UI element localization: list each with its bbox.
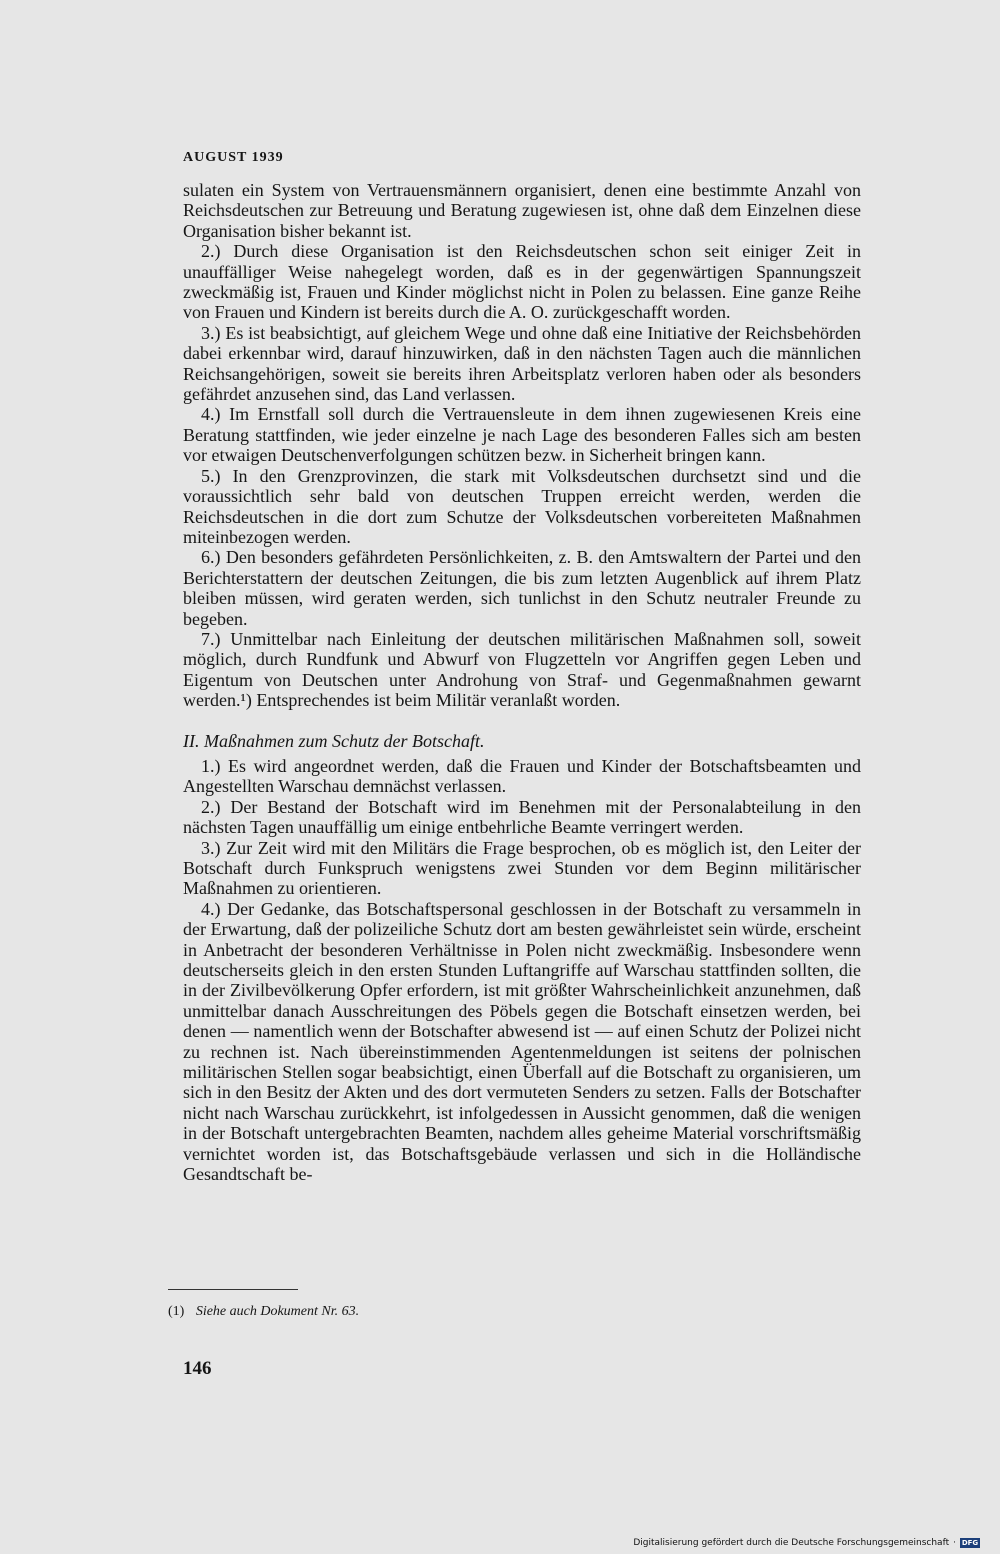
main-text (183, 180, 861, 1185)
digitization-credit (633, 1538, 980, 1548)
page-number: 146 (183, 1358, 212, 1379)
footnote-text: Siehe auch Dokument Nr. 63. (195, 1304, 360, 1319)
paragraph: 4.) Im Ernstfall soll durch die Vertrauensleute in dem ihnen zugewiesenen Kreis eine Beratung stattfinden, wie jeder einzelne je nach Lage des besonderen Falles sich am besten vor etwaigen Deutschenverfolgungen schützen bezw. in Sicherheit bringen kann. (183, 404, 861, 466)
paragraph: sulaten ein System von Vertrauensmännern organisiert, denen eine bestimmte Anzahl von Reichsdeutschen zur Betreuung und Beratung zugewiesen ist, ohne daß dem Einzelnen diese Organisation bisher bekannt ist. (183, 180, 861, 241)
footnote-marker: (1) (168, 1304, 185, 1319)
paragraph: 5.) In den Grenzprovinzen, die stark mit Volksdeutschen durchsetzt sind und die voraussichtlich sehr bald von deutschen Truppen erreicht werden, werden die Reichsdeutschen in die dort zum Schutze der Volksdeutschen vorbereiteten Maßnahmen miteinbezogen werden. (183, 465, 861, 547)
paragraph: 2.) Durch diese Organisation ist den Reichsdeutschen schon seit einiger Zeit in unauffälliger Weise nahegelegt worden, daß es in der gegenwärtigen Spannungszeit zweckmäßig ist, Frauen und Kinder möglichst nicht in Polen zu belassen. Eine ganze Reihe von Frauen und Kindern ist bereits durch die A. O. zurückgeschafft worden. (183, 241, 861, 323)
footnote (168, 1304, 359, 1320)
footnote-divider (168, 1289, 298, 1290)
dfg-logo-icon: DFG (961, 1539, 979, 1547)
paragraph: 6.) Den besonders gefährdeten Persönlichkeiten, z. B. den Amtswaltern der Partei und den Berichterstattern der deutschen Zeitungen, die bis zum letzten Augenblick auf ihrem Platz bleiben müssen, wird geraten werden, sich tunlichst in den Schutz neutraler Freunde zu begeben. (183, 547, 861, 629)
paragraph: 3.) Es ist beabsichtigt, auf gleichem Wege und ohne daß eine Initiative der Reichsbehörden dabei erkennbar wird, darauf hinzuwirken, daß in den nächsten Tagen auch die männlichen Reichsangehörigen, soweit sie bereits ihren Arbeitsplatz verloren haben oder als besonders gefährdet anzusehen sind, das Land verlassen. (183, 322, 861, 405)
credit-text: Digitalisierung gefördert durch die Deutsche Forschungsgemeinschaft (633, 1538, 950, 1548)
separator: · (953, 1538, 956, 1548)
paragraph: 3.) Zur Zeit wird mit den Militärs die Frage besprochen, ob es möglich ist, den Leiter der Botschaft durch Funkspruch wenigstens zwei Stunden vor dem Beginn militärischer Maßnahmen zu orientieren. (183, 837, 861, 899)
paragraph: 2.) Der Bestand der Botschaft wird im Benehmen mit der Personalabteilung in den nächsten Tagen unauffällig um einige entbehrliche Beamte verringert werden. (183, 796, 861, 838)
paragraph: 4.) Der Gedanke, das Botschaftspersonal geschlossen in der Botschaft zu versammeln in der Erwartung, daß der polizeiliche Schutz dort am besten gewährleistet sein würde, erscheint in Anbetracht der besonderen Verhältnisse in Polen nicht zweckmäßig. Insbesondere wenn deutscherseits gleich in den ersten Stunden Luftangriffe auf Warschau stattfinden sollten, die in der Zivilbevölkerung Opfer erfordern, ist mit größter Wahrscheinlichkeit anzunehmen, daß unmittelbar danach Ausschreitungen des Pöbels gegen die Botschaft einsetzen werden, bei denen — namentlich wenn der Botschafter abwesend ist — auf einen Schutz der Polizei nicht zu rechnen ist. Nach übereinstimmenden Agentenmeldungen ist seitens der polnischen militärischen Stellen sogar beabsichtigt, einen Überfall auf die Botschaft zu organisieren, um sich in den Besitz der Akten und des dort vermuteten Senders zu setzen. Falls der Botschafter nicht nach Warschau zurückkehrt, ist infolgedessen in Aussicht genommen, daß die wenigen in der Botschaft untergebrachten Beamten, nachdem alles geheime Material vorschriftsmäßig vernichtet worden ist, das Botschaftsgebäude verlassen und sich in die Holländische Gesandtschaft be- (183, 898, 861, 1185)
paragraph: 1.) Es wird angeordnet werden, daß die Frauen und Kinder der Botschaftsbeamten und Angestellten Warschau demnächst verlassen. (183, 755, 861, 797)
section-heading: II. Maßnahmen zum Schutz der Botschaft. (183, 730, 485, 751)
paragraph: 7.) Unmittelbar nach Einleitung der deutschen militärischen Maßnahmen soll, soweit möglich, durch Rundfunk und Abwurf von Flugzetteln vor Angriffen gegen Leben und Eigentum von Deutschen unter Androhung von Straf- und Gegenmaßnahmen gewarnt werden.¹) Entsprechendes ist beim Militär veranlaßt worden. (183, 628, 861, 711)
running-head: AUGUST 1939 (183, 150, 284, 165)
